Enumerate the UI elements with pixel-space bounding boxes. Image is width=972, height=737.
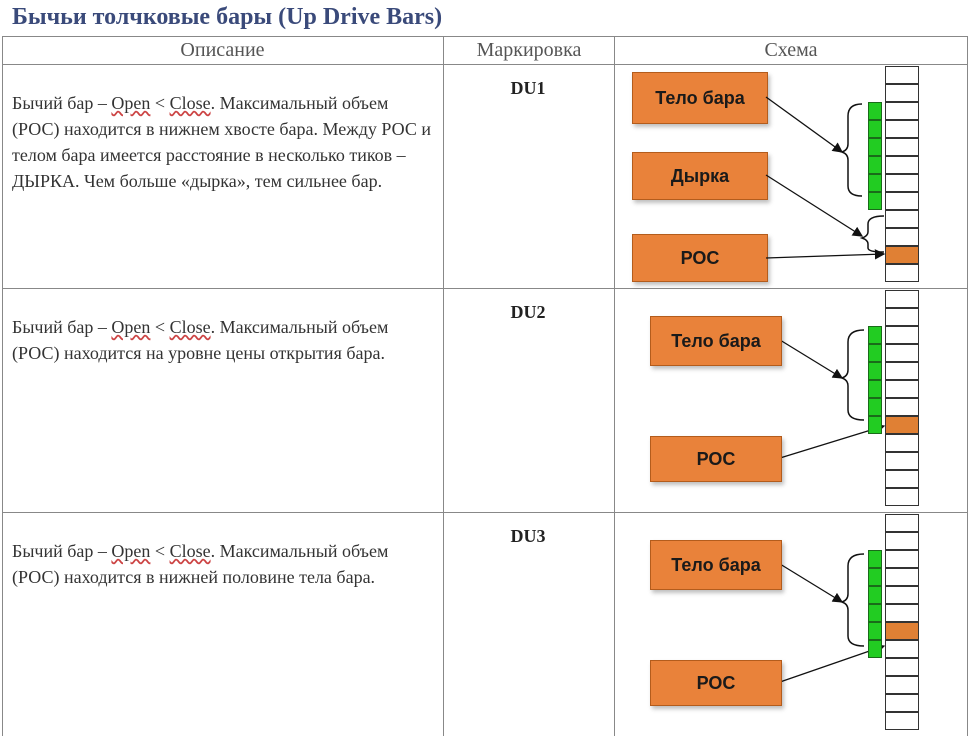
price-cell <box>885 398 919 416</box>
poc-cell <box>885 416 919 434</box>
price-cell <box>885 470 919 488</box>
row-1-body-label: Тело бара <box>632 72 768 124</box>
price-cell <box>885 326 919 344</box>
row-2-body-label: Тело бара <box>650 316 782 366</box>
price-cell <box>885 604 919 622</box>
price-cell <box>885 586 919 604</box>
price-cell <box>885 676 919 694</box>
price-cell <box>885 514 919 532</box>
price-cell <box>885 362 919 380</box>
bar-body-cell <box>868 416 882 434</box>
poc-cell <box>885 622 919 640</box>
price-cell <box>885 344 919 362</box>
row-1-description: Бычий бар – Open < Close. Максимальный объем (РОС) находится в нижнем хвосте бара. Между РОС и телом бара имеется расстояние в несколько тиков – ДЫРКА. Чем больше «дырка», тем сильнее бар. <box>12 93 431 191</box>
price-cell <box>885 568 919 586</box>
price-cell <box>885 290 919 308</box>
bar-body-cell <box>868 568 882 586</box>
row-2-marking: DU2 <box>510 302 546 322</box>
header-marking: Маркировка <box>476 39 582 61</box>
header-scheme: Схема <box>764 39 818 61</box>
row-3-body-label: Тело бара <box>650 540 782 590</box>
price-cell <box>885 550 919 568</box>
row-1-marking: DU1 <box>510 78 546 98</box>
bar-body-cell <box>868 326 882 344</box>
row-1-hole-label: Дырка <box>632 152 768 200</box>
price-cell <box>885 434 919 452</box>
bar-body-cell <box>868 586 882 604</box>
bar-body-cell <box>868 622 882 640</box>
price-cell <box>885 532 919 550</box>
row-3-poc-label: РОС <box>650 660 782 706</box>
bar-body-cell <box>868 640 882 658</box>
price-cell <box>885 658 919 676</box>
price-cell <box>885 640 919 658</box>
price-cell <box>885 488 919 506</box>
row-3-marking: DU3 <box>510 526 546 546</box>
price-cell <box>885 452 919 470</box>
bar-body-cell <box>868 550 882 568</box>
page-title: Бычьи толчковые бары (Up Drive Bars) <box>12 4 443 30</box>
row-3-description: Бычий бар – Open < Close. Максимальный объем (РОС) находится в нижней половине тела бара. <box>12 541 389 587</box>
price-cell <box>885 308 919 326</box>
price-cell <box>885 694 919 712</box>
row-2-description: Бычий бар – Open < Close. Максимальный объем (РОС) находится на уровне цены открытия бара. <box>12 317 389 363</box>
row-1-poc-label: РОС <box>632 234 768 282</box>
price-cell <box>885 380 919 398</box>
bar-body-cell <box>868 380 882 398</box>
price-cell <box>885 712 919 730</box>
bar-body-cell <box>868 362 882 380</box>
bar-body-cell <box>868 344 882 362</box>
row-2-poc-label: РОС <box>650 436 782 482</box>
header-description: Описание <box>180 39 265 61</box>
bar-body-cell <box>868 398 882 416</box>
bar-body-cell <box>868 604 882 622</box>
